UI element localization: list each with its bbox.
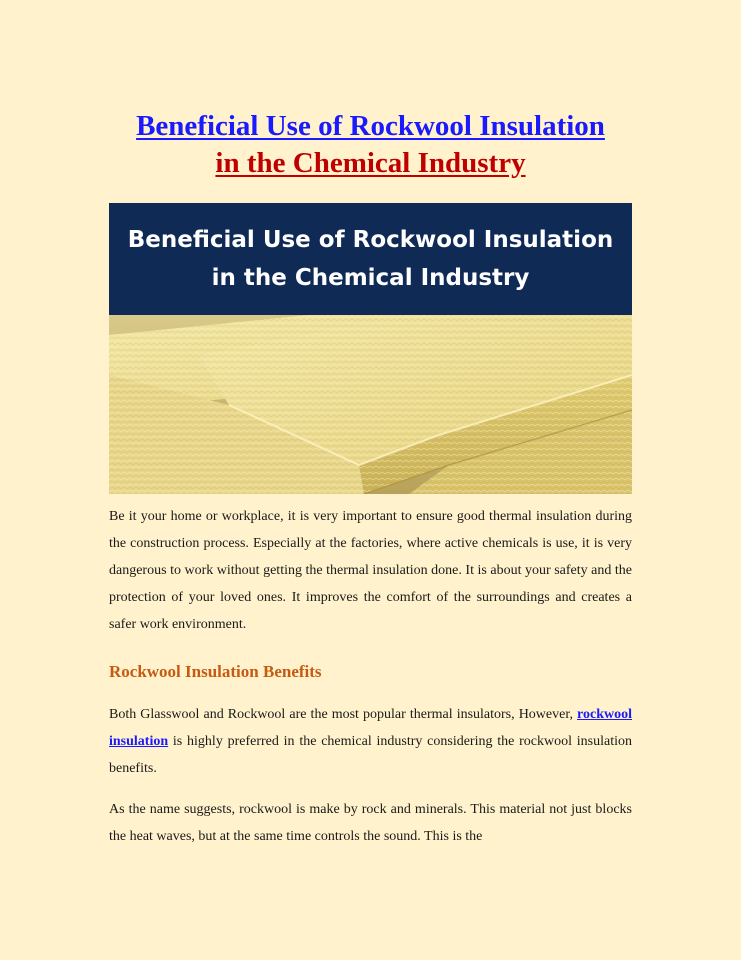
intro-paragraph: Be it your home or workplace, it is very important to ensure good thermal insulation during the construction process. Especially at the factories, where active chemicals is use, it is very dangerous to work without getting the thermal insulation done. It is about your safety and the protection of your loved ones. It improves the comfort of the surroundings and creates a safer work environment. (109, 509, 632, 632)
page-title (60, 108, 681, 182)
paragraph2-text-after: is highly preferred in the chemical industry considering the rockwool insulation benefits. (109, 734, 632, 776)
section-heading: Rockwool Insulation Benefits (109, 662, 322, 681)
rockwool-insulation-link[interactable]: rockwool insulation (109, 707, 632, 749)
material-paragraph: As the name suggests, rockwool is make by rock and minerals. This material not just blocks the heat waves, but at the same time controls the sound. This is the (109, 802, 632, 844)
paragraph2-text-before: Both Glasswool and Rockwool are the most popular thermal insulators, However, (109, 707, 573, 722)
rockwool-slabs-photo (109, 315, 632, 494)
title-link-line2[interactable]: in the Chemical Industry (215, 147, 526, 179)
title-link-line1[interactable]: Beneficial Use of Rockwool Insulation (136, 110, 605, 142)
banner-image (109, 203, 632, 494)
banner-heading: Beneficial Use of Rockwool Insulation in the Chemical Industry (109, 203, 632, 315)
benefits-paragraph (109, 701, 632, 782)
